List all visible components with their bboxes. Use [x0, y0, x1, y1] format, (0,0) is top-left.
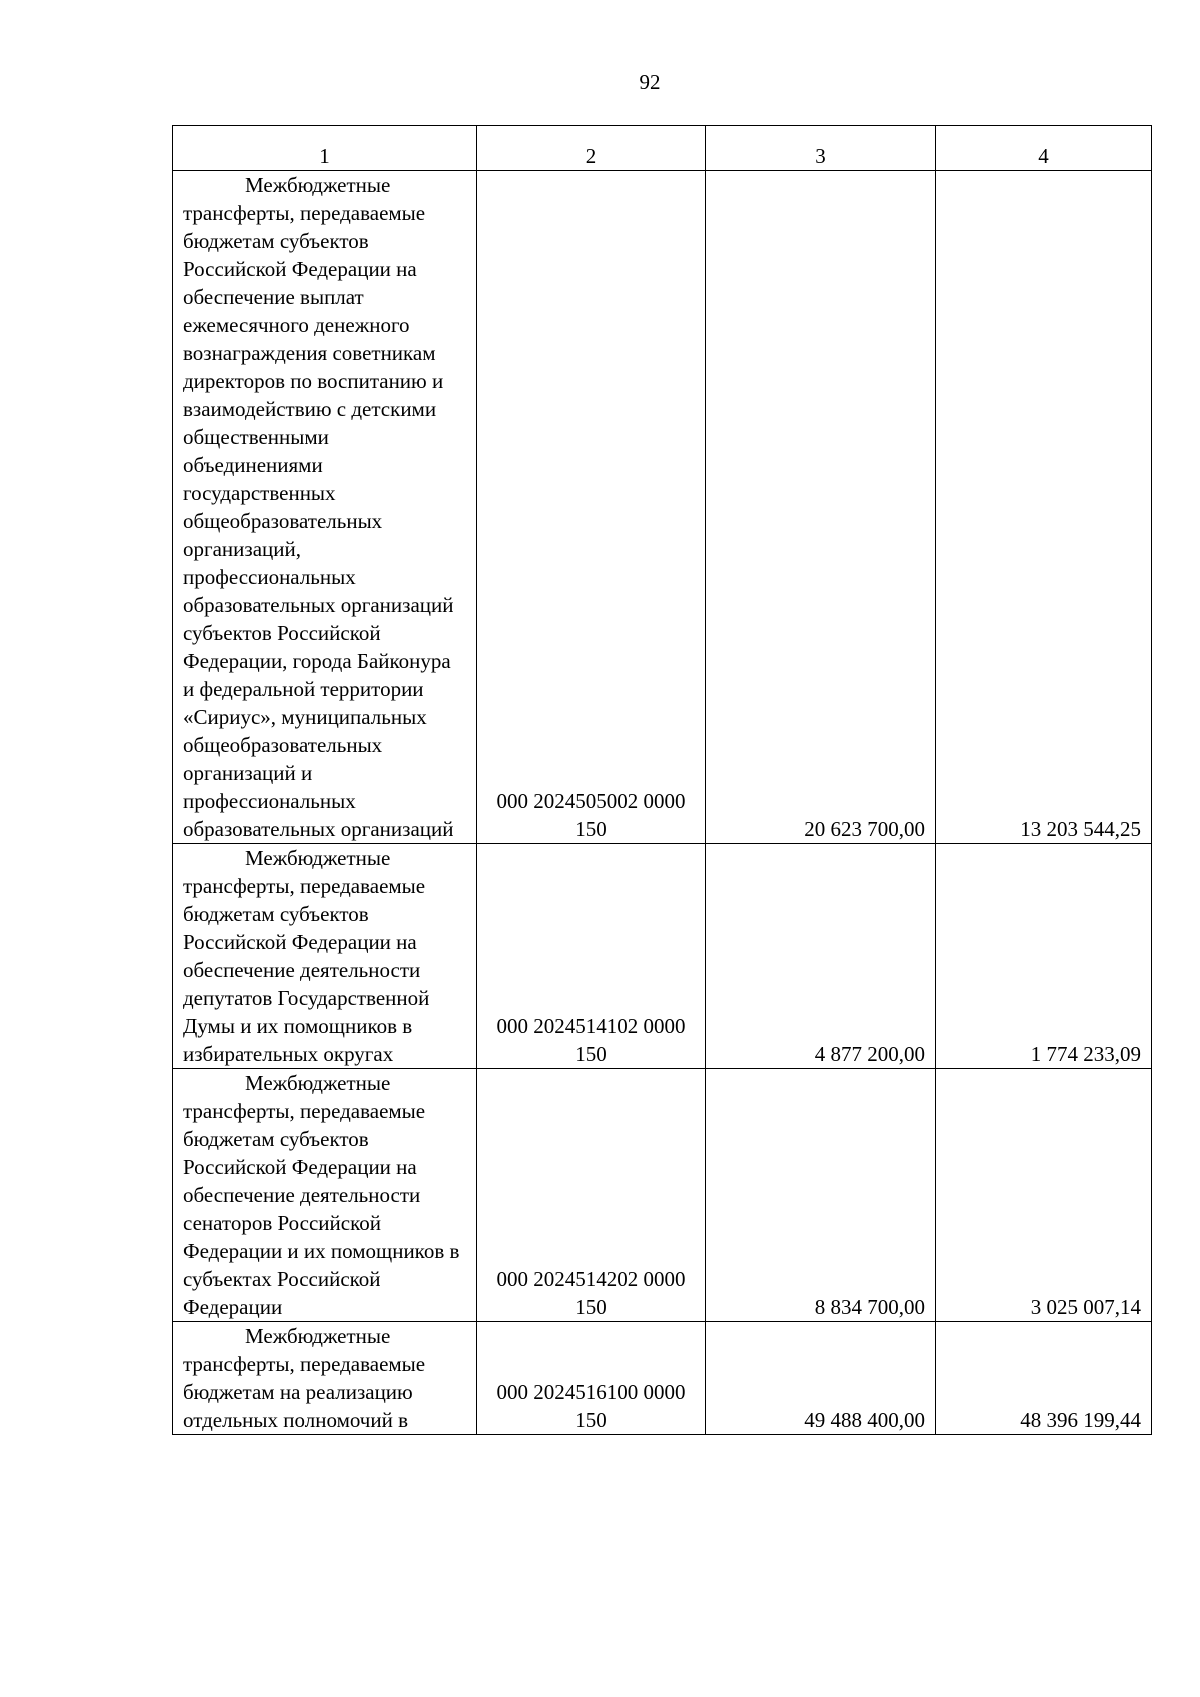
row-actual: 13 203 544,25	[936, 171, 1152, 844]
row-name-cell	[173, 1322, 477, 1435]
row-code: 000 2024514202 0000 150	[477, 1069, 706, 1322]
table-row	[173, 1322, 1152, 1435]
row-actual: 1 774 233,09	[936, 844, 1152, 1069]
row-name-cell	[173, 171, 477, 844]
row-actual: 3 025 007,14	[936, 1069, 1152, 1322]
row-planned: 4 877 200,00	[706, 844, 936, 1069]
page-number: 92	[639, 70, 661, 94]
row-actual: 48 396 199,44	[936, 1322, 1152, 1435]
table-row	[173, 844, 1152, 1069]
row-planned: 8 834 700,00	[706, 1069, 936, 1322]
table-header-row	[173, 126, 1152, 171]
row-name: Межбюджетные трансферты, передаваемые бюджетам субъектов Российской Федерации на обеспечение деятельности сенаторов Российской Федерации и их помощников в субъектах Российской Федерации	[183, 1071, 460, 1319]
row-name: Межбюджетные трансферты, передаваемые бюджетам субъектов Российской Федерации на обеспечение выплат ежемесячного денежного вознаграждения советникам директоров по воспитанию и взаимодействию с детскими общественными объединениями государственных общеобразовательных организаций, профессиональных образовательных организаций субъектов Российской Федерации, города Байконура и федеральной территории «Сириус», муниципальных общеобразовательных организаций и профессиональных образовательных организаций	[183, 173, 454, 841]
table-row	[173, 1069, 1152, 1322]
row-code: 000 2024514102 0000 150	[477, 844, 706, 1069]
column-header-3: 3	[706, 126, 936, 171]
row-planned: 49 488 400,00	[706, 1322, 936, 1435]
column-header-1: 1	[173, 126, 477, 171]
row-name: Межбюджетные трансферты, передаваемые бюджетам на реализацию отдельных полномочий в	[183, 1324, 426, 1432]
row-name-cell	[173, 844, 477, 1069]
row-planned: 20 623 700,00	[706, 171, 936, 844]
budget-table	[172, 125, 1152, 1435]
row-name: Межбюджетные трансферты, передаваемые бюджетам субъектов Российской Федерации на обеспечение деятельности депутатов Государственной Думы и их помощников в избирательных округах	[183, 846, 430, 1066]
column-header-4: 4	[936, 126, 1152, 171]
row-code: 000 2024505002 0000 150	[477, 171, 706, 844]
row-code: 000 2024516100 0000 150	[477, 1322, 706, 1435]
table-row	[173, 171, 1152, 844]
column-header-2: 2	[477, 126, 706, 171]
row-name-cell	[173, 1069, 477, 1322]
